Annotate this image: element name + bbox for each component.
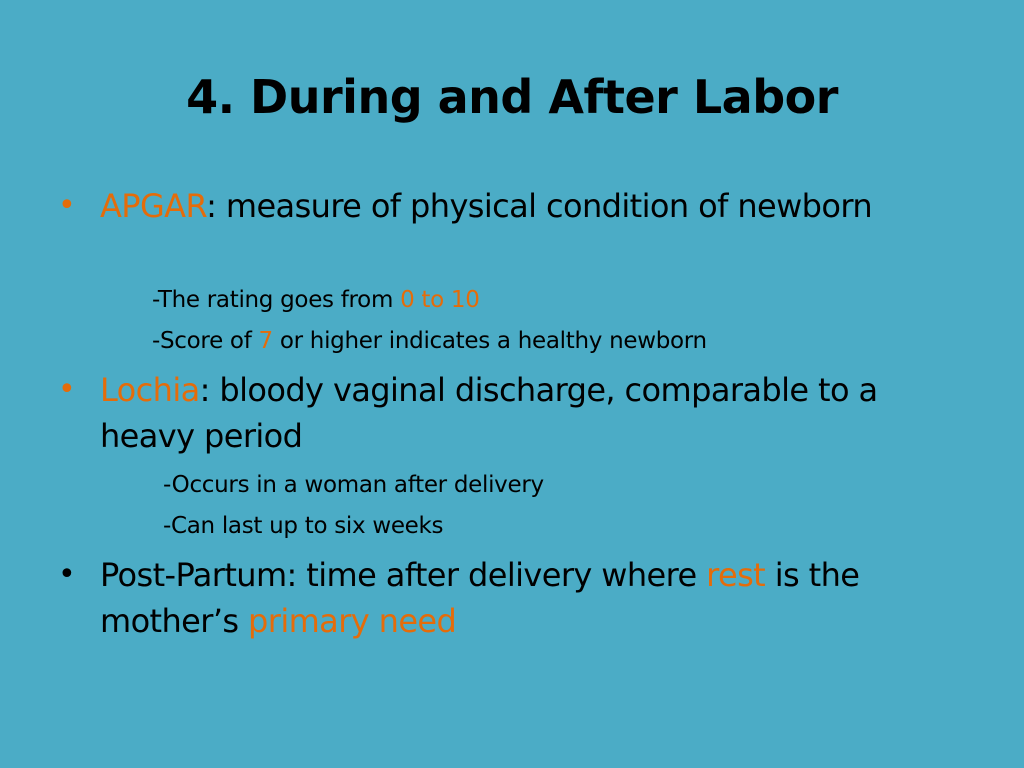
bullet-marker-icon: •: [58, 188, 76, 223]
rating-range-value: 0 to 10: [400, 287, 480, 313]
bullet-lochia: [58, 367, 980, 459]
term-apgar: APGAR: [100, 187, 207, 225]
post-partum-text: Post-Partum: time after delivery where: [100, 556, 707, 594]
sub-point-text: or higher indicates a healthy newborn: [272, 328, 707, 354]
sub-point-healthy-score: [152, 325, 707, 357]
slide-title: 4. During and After Labor: [186, 70, 838, 124]
sub-point-text: -Score of: [152, 328, 259, 354]
highlight-primary-need: primary need: [248, 602, 457, 640]
bullet-marker-icon: •: [58, 372, 76, 407]
term-lochia: Lochia: [100, 371, 200, 409]
bullet-apgar: [58, 183, 980, 229]
post-partum-text: is the mother’s: [100, 556, 860, 640]
sub-point-rating-range: [152, 284, 480, 316]
definition-lochia: : bloody vaginal discharge, comparable to a heavy period: [100, 371, 878, 455]
bullet-post-partum: [58, 552, 980, 644]
highlight-rest: rest: [706, 556, 766, 594]
healthy-score-value: 7: [258, 328, 273, 354]
bullet-marker-icon: •: [58, 557, 76, 592]
sub-point-text: -The rating goes from: [152, 287, 401, 313]
sub-point-duration: -Can last up to six weeks: [163, 513, 444, 539]
definition-apgar: : measure of physical condition of newborn: [206, 187, 873, 225]
sub-point-occurs-after-delivery: -Occurs in a woman after delivery: [163, 472, 544, 498]
